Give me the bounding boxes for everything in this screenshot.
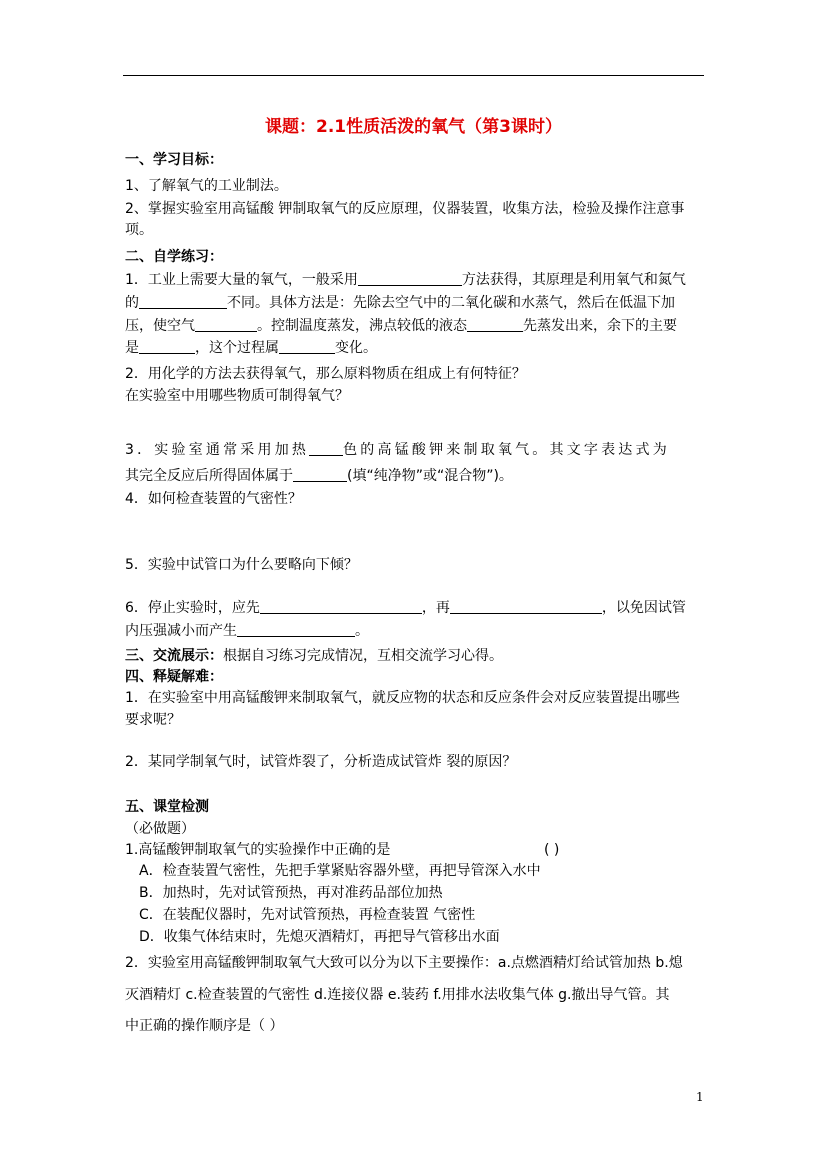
- q5: 5．实验中试管口为什么要略向下倾？: [125, 557, 358, 573]
- blank-2[interactable]: [139, 294, 227, 309]
- option-c: C．在装配仪器时，先对试管预热，再检查装置 气密性: [139, 907, 476, 923]
- blank-4[interactable]: [467, 317, 523, 332]
- r2: 2．某同学制氧气时，试管炸裂了，分析造成试管炸 裂的原因？: [125, 754, 517, 770]
- test-q2-line-2: 灭酒精灯 c.检查装置的气密性 d.连接仪器 e.装药 f.用排水法收集气体 g.撤出导气管。其: [125, 987, 670, 1003]
- goal-1: 1、了解氧气的工业制法。: [125, 178, 288, 194]
- blank-7[interactable]: [309, 441, 343, 456]
- page-number: 1: [696, 1090, 704, 1104]
- test-q2-line-3: 中正确的操作顺序是（ ）: [125, 1018, 284, 1034]
- goal-2: 2、掌握实验室用高锰酸 钾制取氧气的反应原理，仪器装置，收集方法，检验及操作注意事: [125, 201, 685, 217]
- blank-9[interactable]: [260, 599, 422, 614]
- q2-line-1: 2．用化学的方法去获得氧气，那么原料物质在组成上有何特征？: [125, 366, 526, 382]
- q1-line-3: 压，使空气 。控制温度蒸发，沸点较低的液态 先蒸发出来，余下的主要: [125, 318, 677, 334]
- page-title: 课题：2.1性质活泼的氧气（第3课时）: [265, 117, 562, 137]
- option-b: B．加热时，先对试管预热，再对准药品部位加热: [139, 885, 443, 901]
- test-q1: 1.高锰酸钾制取氧气的实验操作中正确的是: [125, 842, 391, 858]
- section-2-heading: 二、自学练习：: [125, 249, 223, 265]
- blank-8[interactable]: [293, 467, 347, 482]
- option-a: A．检查装置气密性，先把手掌紧贴容器外壁，再把导管深入水中: [139, 863, 541, 879]
- option-d: D．收集气体结束时，先熄灭酒精灯，再把导气管移出水面: [139, 929, 500, 945]
- blank-10[interactable]: [450, 599, 602, 614]
- header-rule: [123, 75, 704, 76]
- q2-line-2: 在实验室中用哪些物质可制得氧气？: [125, 388, 349, 404]
- q4: 4．如何检查装置的气密性？: [125, 491, 302, 507]
- q3-line-1: 3．实验室通常采用加热 色的高锰酸钾来制取氧气。其文字表达式为: [125, 442, 670, 458]
- must-do-label: （必做题）: [125, 821, 195, 837]
- q1-line-1: 1．工业上需要大量的氧气，一般采用 方法获得，其原理是利用氧气和氮气: [125, 272, 686, 288]
- section-1-heading: 一、学习目标：: [125, 152, 223, 168]
- q3-line-2: 其完全反应后所得固体属于 (填“纯净物”或“混合物”)。: [125, 468, 513, 484]
- blank-5[interactable]: [139, 339, 195, 354]
- test-q2-line-1: 2．实验室用高锰酸钾制取氧气大致可以分为以下主要操作：a.点燃酒精灯给试管加热 b.熄: [125, 955, 683, 971]
- blank-1[interactable]: [358, 271, 462, 286]
- blank-11[interactable]: [237, 622, 355, 637]
- q6-line-2: 内压强减小而产生 。: [125, 623, 369, 639]
- r1-line-2: 要求呢？: [125, 712, 181, 728]
- q1-line-4: 是 ，这个过程属 变化。: [125, 340, 377, 356]
- blank-3[interactable]: [195, 317, 257, 332]
- goal-2-cont: 项。: [125, 222, 153, 238]
- r1-line-1: 1．在实验室中用高锰酸钾来制取氧气，就反应物的状态和反应条件会对反应装置提出哪些: [125, 690, 680, 706]
- section-4-heading: 四、释疑解难：: [125, 669, 223, 685]
- section-5-heading: 五、课堂检测: [125, 799, 209, 815]
- section-3: 三、交流展示：根据自习练习完成情况，互相交流学习心得。: [125, 648, 503, 664]
- blank-6[interactable]: [279, 339, 335, 354]
- q1-line-2: 的 不同。具体方法是：先除去空气中的二氧化碳和水蒸气，然后在低温下加: [125, 295, 675, 311]
- test-q1-answer-paren[interactable]: ( ): [544, 842, 560, 858]
- q6-line-1: 6．停止实验时，应先 ，再 ，以免因试管: [125, 600, 686, 616]
